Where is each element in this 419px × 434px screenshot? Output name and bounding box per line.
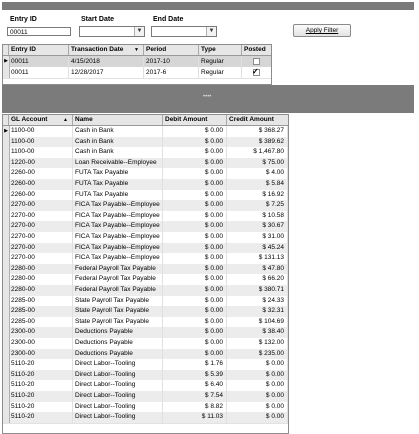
- cell-debit-amount: $ 0.00: [163, 126, 227, 137]
- cell-credit-amount: $ 131.13: [227, 253, 288, 264]
- cell-type: Regular: [199, 67, 242, 78]
- cell-name: FUTA Tax Payable: [73, 168, 163, 179]
- table-row[interactable]: [3, 67, 271, 79]
- cell-credit-amount: $ 235.00: [227, 349, 288, 360]
- entries-grid-header: [3, 45, 271, 56]
- cell-gl-account: 2270-00: [9, 200, 73, 211]
- cell-name: State Payroll Tax Payable: [73, 296, 163, 307]
- cell-debit-amount: $ 0.00: [163, 285, 227, 296]
- transaction-date-header-label: Transaction Date: [71, 46, 124, 53]
- cell-gl-account: 2300-00: [9, 338, 73, 349]
- cell-credit-amount: $ 24.33: [227, 296, 288, 307]
- cell-date: 12/28/2017: [69, 67, 144, 78]
- cell-name: State Payroll Tax Payable: [73, 306, 163, 317]
- end-date-picker[interactable]: [151, 26, 217, 37]
- cell-name: Federal Payroll Tax Payable: [73, 264, 163, 275]
- cell-name: Deductions Payable: [73, 338, 163, 349]
- cell-name: Direct Labor--Tooling: [73, 380, 163, 391]
- cell-credit-amount: $ 47.80: [227, 264, 288, 275]
- cell-name: FUTA Tax Payable: [73, 179, 163, 190]
- column-header-credit-amount[interactable]: Credit Amount: [229, 116, 274, 123]
- detail-grid-header: [3, 115, 288, 126]
- cell-credit-amount: $ 368.27: [227, 126, 288, 137]
- current-row-arrow-icon: ▶: [4, 128, 8, 134]
- cell-debit-amount: $ 0.00: [163, 253, 227, 264]
- cell-gl-account: 5110-20: [9, 380, 73, 391]
- cell-gl-account: 2280-00: [9, 285, 73, 296]
- cell-credit-amount: $ 132.00: [227, 338, 288, 349]
- cell-credit-amount: $ 66.20: [227, 274, 288, 285]
- cell-credit-amount: $ 38.40: [227, 327, 288, 338]
- entry-id-input[interactable]: 00011: [7, 27, 71, 36]
- cell-name: Cash in Bank: [73, 137, 163, 148]
- cell-period: 2017-10: [144, 56, 199, 67]
- cell-credit-amount: $ 45.24: [227, 243, 288, 254]
- cell-name: Direct Labor--Tooling: [73, 412, 163, 423]
- cell-debit-amount: $ 1.76: [163, 359, 227, 370]
- gl-account-header-label: GL Account: [11, 116, 48, 123]
- cell-credit-amount: $ 31.00: [227, 232, 288, 243]
- cell-gl-account: 1100-00: [9, 147, 73, 158]
- cell-debit-amount: $ 0.00: [163, 137, 227, 148]
- cell-debit-amount: $ 0.00: [163, 211, 227, 222]
- cell-gl-account: 1220-00: [9, 158, 73, 169]
- cell-credit-amount: $ 0.00: [227, 370, 288, 381]
- splitter-grip-icon[interactable]: ••••: [203, 94, 212, 100]
- cell-credit-amount: $ 1,467.80: [227, 147, 288, 158]
- cell-name: FICA Tax Payable--Employee: [73, 211, 163, 222]
- column-header-name[interactable]: Name: [73, 115, 163, 125]
- cell-name: Direct Labor--Tooling: [73, 370, 163, 381]
- cell-credit-amount: $ 380.71: [227, 285, 288, 296]
- cell-period: 2017-6: [144, 67, 199, 78]
- cell-gl-account: 1100-00: [9, 137, 73, 148]
- cell-gl-account: 2270-00: [9, 211, 73, 222]
- column-header-gl-account[interactable]: [9, 115, 73, 125]
- journal-detail-grid[interactable]: [2, 114, 289, 434]
- cell-type: Regular: [199, 56, 242, 67]
- cell-gl-account: 2260-00: [9, 190, 73, 201]
- cell-debit-amount: $ 0.00: [163, 264, 227, 275]
- cell-credit-amount: $ 389.62: [227, 137, 288, 148]
- top-panel-band: [2, 2, 414, 10]
- cell-date: 4/15/2018: [69, 56, 144, 67]
- cell-name: FICA Tax Payable--Employee: [73, 253, 163, 264]
- cell-name: Cash in Bank: [73, 126, 163, 137]
- cell-gl-account: 2270-00: [9, 232, 73, 243]
- cell-gl-account: 2270-00: [9, 243, 73, 254]
- cell-name: State Payroll Tax Payable: [73, 317, 163, 328]
- cell-credit-amount: $ 0.00: [227, 380, 288, 391]
- cell-gl-account: 1100-00: [9, 126, 73, 137]
- column-header-entry-id[interactable]: Entry ID: [9, 45, 69, 55]
- column-header-type[interactable]: Type: [199, 45, 242, 55]
- cell-name: FUTA Tax Payable: [73, 190, 163, 201]
- cell-gl-account: 2270-00: [9, 253, 73, 264]
- cell-debit-amount: $ 0.00: [163, 221, 227, 232]
- column-header-transaction-date[interactable]: [69, 45, 144, 55]
- cell-name: Direct Labor--Tooling: [73, 402, 163, 413]
- cell-name: FICA Tax Payable--Employee: [73, 243, 163, 254]
- cell-debit-amount: $ 0.00: [163, 200, 227, 211]
- cell-debit-amount: $ 8.82: [163, 402, 227, 413]
- cell-debit-amount: $ 0.00: [163, 306, 227, 317]
- cell-entry_id: 00011: [9, 56, 69, 67]
- chevron-down-icon[interactable]: ▼: [134, 27, 144, 36]
- cell-name: FICA Tax Payable--Employee: [73, 221, 163, 232]
- cell-gl-account: 5110-20: [9, 359, 73, 370]
- cell-debit-amount: $ 0.00: [163, 147, 227, 158]
- cell-gl-account: 2285-00: [9, 317, 73, 328]
- cell-name: Loan Receivable--Employee: [73, 158, 163, 169]
- sort-descending-icon: ▼: [134, 47, 139, 53]
- cell-credit-amount: $ 0.00: [227, 402, 288, 413]
- cell-gl-account: 2260-00: [9, 168, 73, 179]
- cell-name: Deductions Payable: [73, 327, 163, 338]
- cell-gl-account: 5110-20: [9, 391, 73, 402]
- cell-credit-amount: $ 32.31: [227, 306, 288, 317]
- cell-credit-amount: $ 0.00: [227, 391, 288, 402]
- column-header-posted[interactable]: Posted: [244, 46, 266, 53]
- apply-filter-button[interactable]: [293, 24, 351, 37]
- cell-gl-account: 2300-00: [9, 349, 73, 360]
- cell-debit-amount: $ 0.00: [163, 296, 227, 307]
- checkmark-icon: ✓: [252, 67, 259, 76]
- filter-bar: [2, 10, 414, 43]
- cell-credit-amount: $ 10.58: [227, 211, 288, 222]
- cell-debit-amount: $ 0.00: [163, 338, 227, 349]
- cell-name: Federal Payroll Tax Payable: [73, 274, 163, 285]
- column-header-debit-amount[interactable]: Debit Amount: [163, 115, 227, 125]
- cell-gl-account: 5110-20: [9, 402, 73, 413]
- cell-debit-amount: $ 6.40: [163, 380, 227, 391]
- chevron-down-icon[interactable]: ▼: [206, 27, 216, 36]
- cell-entry_id: 00011: [9, 67, 69, 78]
- cell-name: Federal Payroll Tax Payable: [73, 285, 163, 296]
- cell-name: Direct Labor--Tooling: [73, 359, 163, 370]
- cell-credit-amount: $ 5.84: [227, 179, 288, 190]
- cell-gl-account: 2285-00: [9, 296, 73, 307]
- apply-filter-label: Apply Filter: [305, 27, 339, 34]
- end-date-label: End Date: [153, 16, 184, 23]
- cell-debit-amount: $ 0.00: [163, 158, 227, 169]
- cell-debit-amount: $ 7.54: [163, 391, 227, 402]
- cell-credit-amount: $ 104.69: [227, 317, 288, 328]
- cell-name: FICA Tax Payable--Employee: [73, 200, 163, 211]
- cell-gl-account: 2260-00: [9, 179, 73, 190]
- cell-gl-account: 2300-00: [9, 327, 73, 338]
- cell-name: Deductions Payable: [73, 349, 163, 360]
- cell-name: FICA Tax Payable--Employee: [73, 232, 163, 243]
- cell-debit-amount: $ 0.00: [163, 243, 227, 254]
- cell-debit-amount: $ 0.00: [163, 179, 227, 190]
- current-row-arrow-icon: ▶: [4, 58, 8, 64]
- cell-credit-amount: $ 75.00: [227, 158, 288, 169]
- cell-credit-amount: $ 4.00: [227, 168, 288, 179]
- cell-debit-amount: $ 0.00: [163, 349, 227, 360]
- cell-name: Direct Labor--Tooling: [73, 391, 163, 402]
- cell-gl-account: 2285-00: [9, 306, 73, 317]
- cell-gl-account: 5110-20: [9, 370, 73, 381]
- cell-credit-amount: $ 7.25: [227, 200, 288, 211]
- start-date-picker[interactable]: [79, 26, 145, 37]
- cell-debit-amount: $ 11.03: [163, 412, 227, 423]
- cell-credit-amount: $ 0.00: [227, 359, 288, 370]
- entry-id-label: Entry ID: [10, 16, 37, 23]
- cell-debit-amount: $ 5.39: [163, 370, 227, 381]
- start-date-label: Start Date: [81, 16, 115, 23]
- cell-debit-amount: $ 0.00: [163, 168, 227, 179]
- cell-gl-account: 2280-00: [9, 264, 73, 275]
- table-row[interactable]: [3, 412, 288, 424]
- cell-debit-amount: $ 0.00: [163, 274, 227, 285]
- sort-ascending-icon: ▲: [63, 117, 68, 123]
- cell-debit-amount: $ 0.00: [163, 190, 227, 201]
- cell-credit-amount: $ 30.67: [227, 221, 288, 232]
- cell-debit-amount: $ 0.00: [163, 327, 227, 338]
- posted-checkbox[interactable]: [253, 58, 260, 65]
- cell-gl-account: 2270-00: [9, 221, 73, 232]
- cell-credit-amount: $ 16.92: [227, 190, 288, 201]
- journal-entries-grid[interactable]: [2, 44, 272, 85]
- cell-credit-amount: $ 0.00: [227, 412, 288, 423]
- cell-debit-amount: $ 0.00: [163, 232, 227, 243]
- cell-gl-account: 2280-00: [9, 274, 73, 285]
- column-header-period[interactable]: Period: [144, 45, 199, 55]
- cell-name: Cash in Bank: [73, 147, 163, 158]
- cell-debit-amount: $ 0.00: [163, 317, 227, 328]
- cell-gl-account: 5110-20: [9, 412, 73, 423]
